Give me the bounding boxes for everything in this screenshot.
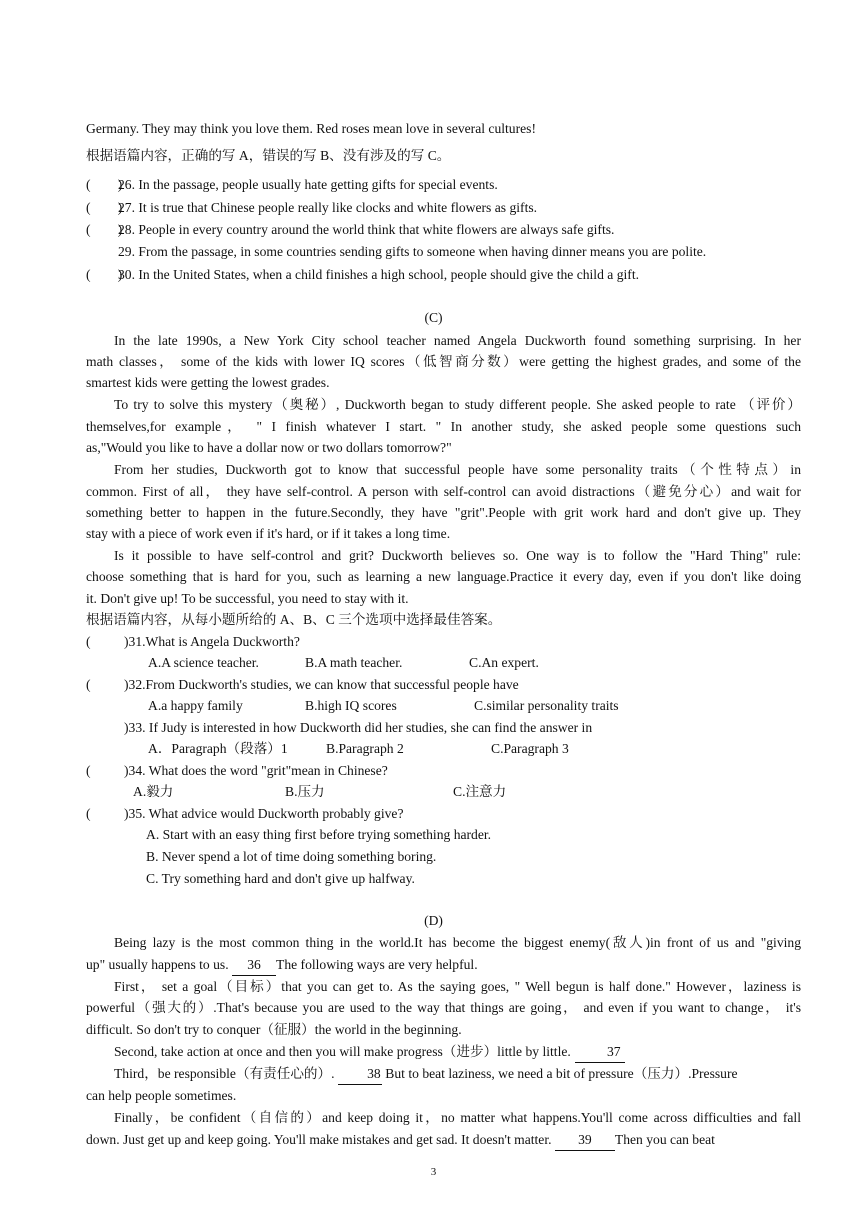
answer-blank-32[interactable]: ( (86, 677, 118, 692)
passage-d-p1-text-end: The following ways are very helpful. (276, 957, 478, 972)
passage-d-p3 (86, 1041, 801, 1063)
passage-c-p1-line2: math classes， some of the kids with lower IQ scores（低智商分数）were getting the highest grades, and some of the (86, 354, 801, 369)
passage-c-p3-line3: something better to happen in the future.Secondly, they have "grit".People with grit work hard and don't give up. They (86, 505, 801, 520)
cloze-blank-37[interactable]: 37 (575, 1041, 625, 1063)
passage-d-p2-line1: First， set a goal（目标）that you can get to. As the saying goes, " Well begun is half done." However，laziness is (114, 979, 801, 994)
cloze-blank-39[interactable]: 39 (555, 1129, 615, 1151)
question-34: )34. What does the word "grit"mean in Chinese? (124, 763, 388, 778)
q32-option-b: B.high IQ scores (305, 698, 397, 713)
passage-c-p4-line3: it. Don't give up! To be successful, you need to stay with it. (86, 591, 409, 606)
passage-d-p3-text: Second, take action at once and then you will make progress（进步）little by little. (114, 1044, 571, 1059)
passage-d-p1-text: up" usually happens to us. (86, 957, 233, 972)
q31-option-b: B.A math teacher. (305, 655, 403, 670)
section-d-heading: (D) (424, 913, 443, 928)
q33-option-a: A．Paragraph（段落）1 (148, 741, 288, 756)
section-c-heading: (C) (424, 310, 443, 325)
question-32: )32.From Duckworth's studies, we can know that successful people have (124, 677, 519, 692)
question-31: )31.What is Angela Duckworth? (124, 634, 300, 649)
question-33: )33. If Judy is interested in how Duckworth did her studies, she can find the answer in (124, 720, 593, 735)
passage-c-p2-line1: To try to solve this mystery（奥秘）, Duckworth began to study different people. She asked people to rate （评价） (114, 397, 801, 412)
question-35: )35. What advice would Duckworth probably give? (124, 806, 404, 821)
answer-blank-27[interactable]: ( ) (86, 200, 123, 215)
cloze-blank-36[interactable]: 36 (232, 954, 276, 976)
question-30: 30. In the United States, when a child finishes a high school, people should give the child a gift. (118, 267, 639, 282)
passage-c-p1-line3: smartest kids were getting the lowest grades. (86, 375, 330, 390)
q31-option-a: A.A science teacher. (148, 655, 259, 670)
section-c-instruction: 根据语篇内容，从每小题所给的 A、B、C 三个选项中选择最佳答案。 (86, 612, 502, 627)
passage-c-p2-line2: themselves,for example， " I finish whatever I start. " In another study, she asked people some questions such (86, 419, 801, 434)
answer-blank-34[interactable]: ( (86, 763, 118, 778)
passage-d-p5-line1: Finally，be confident（自信的）and keep doing it，no matter what happens.You'll come across difficulties and fall (114, 1110, 801, 1125)
q32-option-c: C.similar personality traits (474, 698, 619, 713)
answer-blank-35[interactable]: ( (86, 806, 118, 821)
passage-d-p4-text: Third，be responsible（有责任心的）. (114, 1066, 338, 1081)
passage-d-p1-line1: Being lazy is the most common thing in the world.It has become the biggest enemy(敌人)in front of us and "giving (114, 935, 801, 950)
passage-c-p2-line3: as,"Would you like to have a dollar now or two dollars tomorrow?" (86, 440, 452, 455)
passage-c-p1-line1: In the late 1990s, a New York City school teacher named Angela Duckworth found something surprising. In her (114, 333, 801, 348)
passage-d-p1-line2 (86, 954, 801, 976)
passage-d-p5-text: down. Just get up and keep going. You'll make mistakes and get sad. It doesn't matter. (86, 1132, 555, 1147)
q35-option-b: B. Never spend a lot of time doing something boring. (146, 849, 437, 864)
passage-d-p5-text-end: Then you can beat (614, 1132, 715, 1147)
q35-option-c: C. Try something hard and don't give up halfway. (146, 871, 415, 886)
answer-blank-28[interactable]: ( ) (86, 222, 123, 237)
question-28: 28. People in every country around the world think that white flowers are always safe gifts. (118, 222, 615, 237)
q35-option-a: A. Start with an easy thing first before trying something harder. (146, 827, 492, 842)
passage-c-p4-line1: Is it possible to have self-control and grit? Duckworth believes so. One way is to follow the "Hard Thing" rule: (114, 548, 801, 563)
q33-option-c: C.Paragraph 3 (491, 741, 569, 756)
q31-option-c: C.An expert. (469, 655, 539, 670)
passage-d-p2-line2: powerful（强大的）.That's because you are used to the way that things are going， and even if you want to change， it's (86, 1000, 801, 1015)
q34-option-c: C.注意力 (453, 784, 507, 799)
answer-blank-26[interactable]: ( ) (86, 177, 123, 192)
question-29: 29. From the passage, in some countries sending gifts to someone when having dinner means you are polite. (118, 244, 707, 259)
passage-b-tail: Germany. They may think you love them. Red roses mean love in several cultures! (86, 121, 536, 136)
question-26: 26. In the passage, people usually hate getting gifts for special events. (118, 177, 498, 192)
section-b-instruction: 根据语篇内容，正确的写 A，错误的写 B、没有涉及的写 C。 (86, 148, 451, 163)
passage-d-p4-line2: can help people sometimes. (86, 1088, 237, 1103)
passage-c-p3-line1: From her studies, Duckworth got to know that successful people have some personality traits（个性特点）in (114, 462, 801, 477)
q34-option-b: B.压力 (285, 784, 325, 799)
q34-option-a: A.毅力 (133, 784, 174, 799)
q32-option-a: A.a happy family (148, 698, 243, 713)
answer-blank-31[interactable]: ( (86, 634, 118, 649)
passage-d-p5-line2 (86, 1129, 801, 1151)
passage-d-p4-line1 (86, 1063, 801, 1085)
q33-option-b: B.Paragraph 2 (326, 741, 404, 756)
passage-d-p4-text-end: But to beat laziness, we need a bit of pressure（压力）.Pressure (381, 1066, 738, 1081)
answer-blank-30[interactable]: ( ) (86, 267, 123, 282)
passage-c-p4-line2: choose something that is hard for you, such as learning a new language.Practice it every day, even if you don't like doing (86, 569, 801, 584)
passage-c-p3-line4: stay with a piece of work even if it's hard, or if it takes a long time. (86, 526, 451, 541)
page-number: 3 (430, 1166, 437, 1178)
cloze-blank-38[interactable]: 38 (338, 1063, 382, 1085)
passage-c-p3-line2: common. First of all， they have self-control. A person with self-control can avoid distractions（避免分心）and wait for (86, 484, 801, 499)
question-27: 27. It is true that Chinese people really like clocks and white flowers as gifts. (118, 200, 538, 215)
passage-d-p2-line3: difficult. So don't try to conquer（征服）the world in the beginning. (86, 1022, 462, 1037)
